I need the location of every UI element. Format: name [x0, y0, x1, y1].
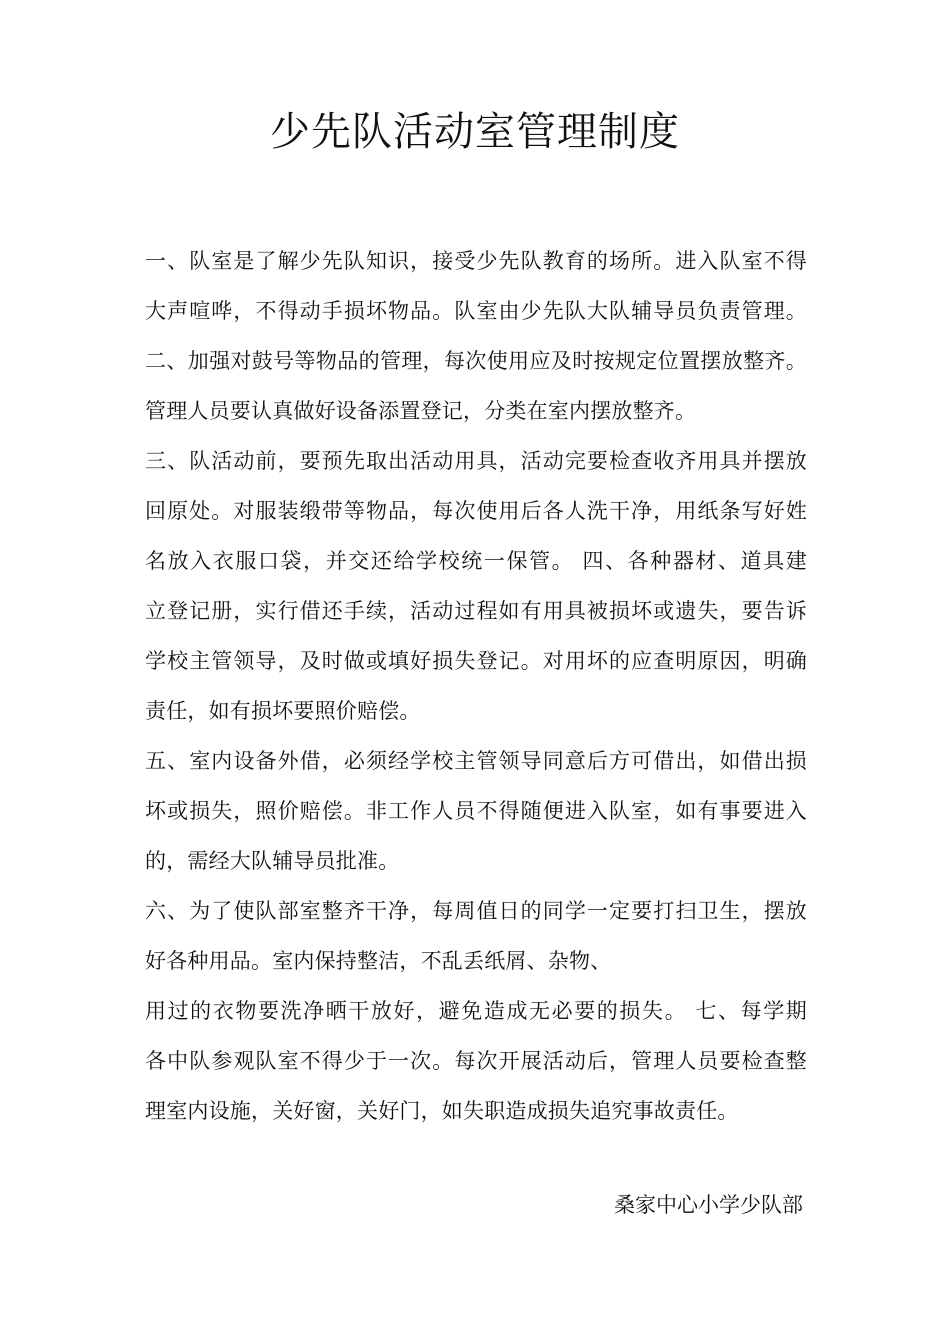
- body-line: 一、队室是了解少先队知识，接受少先队教育的场所。进入队室不得: [145, 249, 807, 273]
- document-signature: 桑家中心小学少队部: [614, 1193, 803, 1217]
- body-line: 学校主管领导，及时做或填好损失登记。对用坏的应查明原因，明确: [145, 649, 807, 673]
- body-line: 管理人员要认真做好设备添置登记，分类在室内摆放整齐。: [145, 399, 697, 423]
- body-line: 好各种用品。室内保持整洁，不乱丢纸屑、杂物、: [145, 949, 612, 973]
- body-line: 的，需经大队辅导员批准。: [145, 849, 400, 873]
- body-line: 理室内设施，关好窗，关好门，如失职造成损失追究事故责任。: [145, 1099, 739, 1123]
- body-line: 责任，如有损坏要照价赔偿。: [145, 699, 421, 723]
- body-line: 坏或损失，照价赔偿。非工作人员不得随便进入队室，如有事要进入: [145, 799, 807, 823]
- body-line: 各中队参观队室不得少于一次。每次开展活动后，管理人员要检查整: [145, 1049, 807, 1073]
- body-line: 三、队活动前，要预先取出活动用具，活动完要检查收齐用具并摆放: [145, 449, 807, 473]
- document-body: [145, 236, 807, 1136]
- body-line: 六、为了使队部室整齐干净，每周值日的同学一定要打扫卫生，摆放: [145, 899, 807, 923]
- document-title: 少先队活动室管理制度: [270, 109, 680, 155]
- body-line: 回原处。对服装缎带等物品，每次使用后各人洗干净，用纸条写好姓: [145, 499, 807, 523]
- body-line: 用过的衣物要洗净晒干放好，避免造成无必要的损失。 七、每学期: [145, 999, 807, 1023]
- body-line: 大声喧哗，不得动手损坏物品。队室由少先队大队辅导员负责管理。: [145, 299, 807, 323]
- body-line: 名放入衣服口袋，并交还给学校统一保管。 四、各种器材、道具建: [145, 549, 807, 573]
- body-line: 二、加强对鼓号等物品的管理，每次使用应及时按规定位置摆放整齐。: [145, 349, 807, 373]
- body-line: 立登记册，实行借还手续，活动过程如有用具被损坏或遗失，要告诉: [145, 599, 807, 623]
- body-line: 五、室内设备外借，必须经学校主管领导同意后方可借出，如借出损: [145, 749, 807, 773]
